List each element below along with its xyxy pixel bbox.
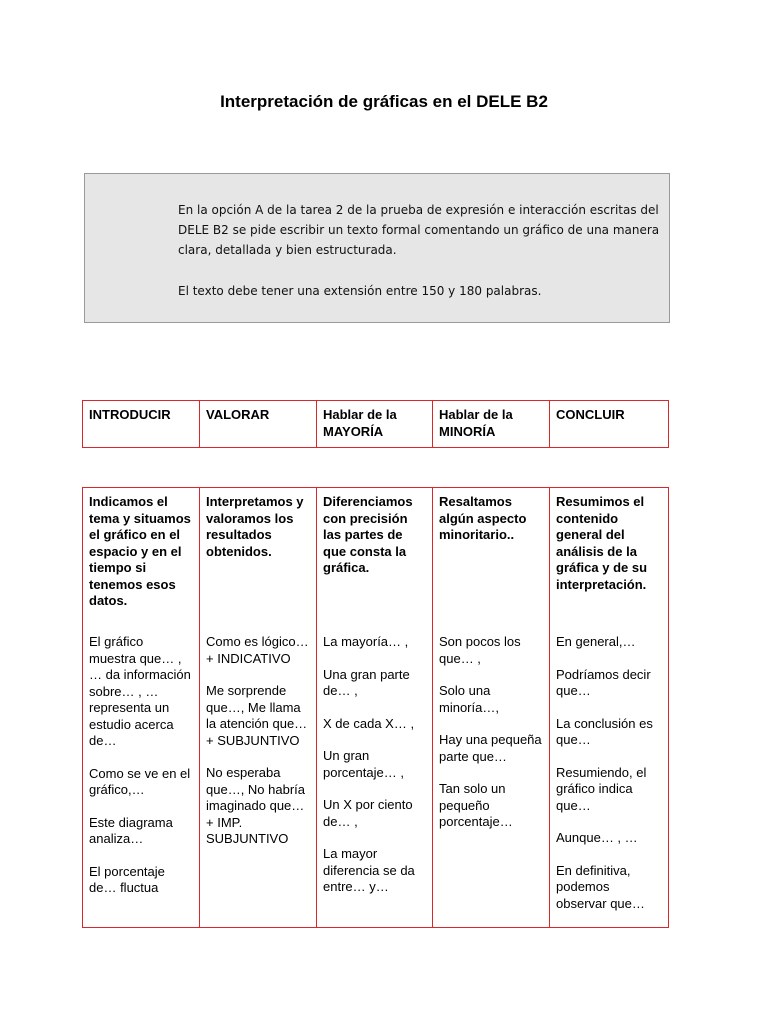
- example-item: Son pocos los que… ,: [439, 634, 521, 666]
- example-item: Como es lógico… + INDICATIVO: [206, 634, 309, 666]
- header-row: [83, 401, 669, 448]
- example-item: Hay una pequeña parte que…: [439, 732, 542, 764]
- content-cell-valorar: [200, 488, 317, 928]
- intro-text: [178, 200, 666, 301]
- example-item: Una gran parte de… ,: [323, 666, 410, 698]
- intro-box: [84, 173, 670, 323]
- example-item: Aunque… , …: [556, 830, 638, 845]
- example-item: Resumiendo, el gráfico indica que…: [556, 764, 647, 813]
- description-mayoria: Diferenciamos con precisión las partes de que consta la gráfica.: [323, 494, 413, 575]
- example-item: Me sorprende que…, Me llama la atención que… + SUBJUNTIVO: [206, 683, 308, 748]
- header-table: [82, 400, 669, 448]
- content-table: [82, 487, 669, 928]
- intro-paragraph-2: El texto debe tener una extensión entre 150 y 180 palabras.: [178, 284, 542, 298]
- header-cell-concluir: CONCLUIR: [550, 401, 669, 448]
- example-item: X de cada X… ,: [323, 715, 415, 731]
- example-item: Un gran porcentaje… ,: [323, 748, 404, 780]
- example-item: En general,…: [556, 634, 636, 649]
- example-item: La mayoría… ,: [323, 634, 409, 649]
- example-item: La mayor diferencia se da entre… y…: [323, 846, 415, 894]
- content-cell-introducir: [83, 488, 200, 928]
- content-cell-minoria: [433, 488, 550, 928]
- header-cell-valorar: VALORAR: [200, 401, 317, 448]
- intro-paragraph-1: En la opción A de la tarea 2 de la prueba de expresión e interacción escritas del DELE B2 se pide escribir un texto formal comentando un gráfico de una manera clara, detallada y bien estructurada.: [178, 203, 660, 257]
- content-row: [83, 488, 669, 928]
- description-introducir: Indicamos el tema y situamos el gráfico en el espacio y en el tiempo si tenemos esos datos.: [89, 494, 191, 608]
- example-item: El porcentaje de… fluctua: [89, 863, 165, 895]
- example-item: Este diagrama analiza…: [89, 814, 173, 846]
- example-item: Tan solo un pequeño porcentaje…: [439, 781, 513, 829]
- example-item: El gráfico muestra que… , … da información sobre… , …representa un estudio acerca de…: [89, 634, 191, 748]
- header-cell-minoria: Hablar de la MINORÍA: [433, 401, 550, 448]
- content-cell-mayoria: [317, 488, 433, 928]
- example-item: Solo una minoría…,: [439, 683, 499, 715]
- example-item: En definitiva, podemos observar que…: [556, 862, 645, 911]
- example-item: Un X por ciento de… ,: [323, 797, 413, 829]
- header-cell-mayoria: Hablar de la MAYORÍA: [317, 401, 433, 448]
- example-item: La conclusión es que…: [556, 715, 653, 747]
- page-title: Interpretación de gráficas en el DELE B2: [220, 92, 548, 111]
- example-item: No esperaba que…, No habría imaginado que… + IMP. SUBJUNTIVO: [206, 765, 306, 846]
- header-cell-introducir: INTRODUCIR: [83, 401, 200, 448]
- example-item: Como se ve en el gráfico,…: [89, 765, 191, 797]
- description-minoria: Resaltamos algún aspecto minoritario..: [439, 494, 527, 542]
- example-item: Podríamos decir que…: [556, 666, 651, 698]
- content-cell-concluir: [550, 488, 669, 928]
- description-valorar: Interpretamos y valoramos los resultados obtenidos.: [206, 494, 304, 559]
- description-concluir: Resumimos el contenido general del análisis de la gráfica y de su interpretación.: [556, 494, 648, 592]
